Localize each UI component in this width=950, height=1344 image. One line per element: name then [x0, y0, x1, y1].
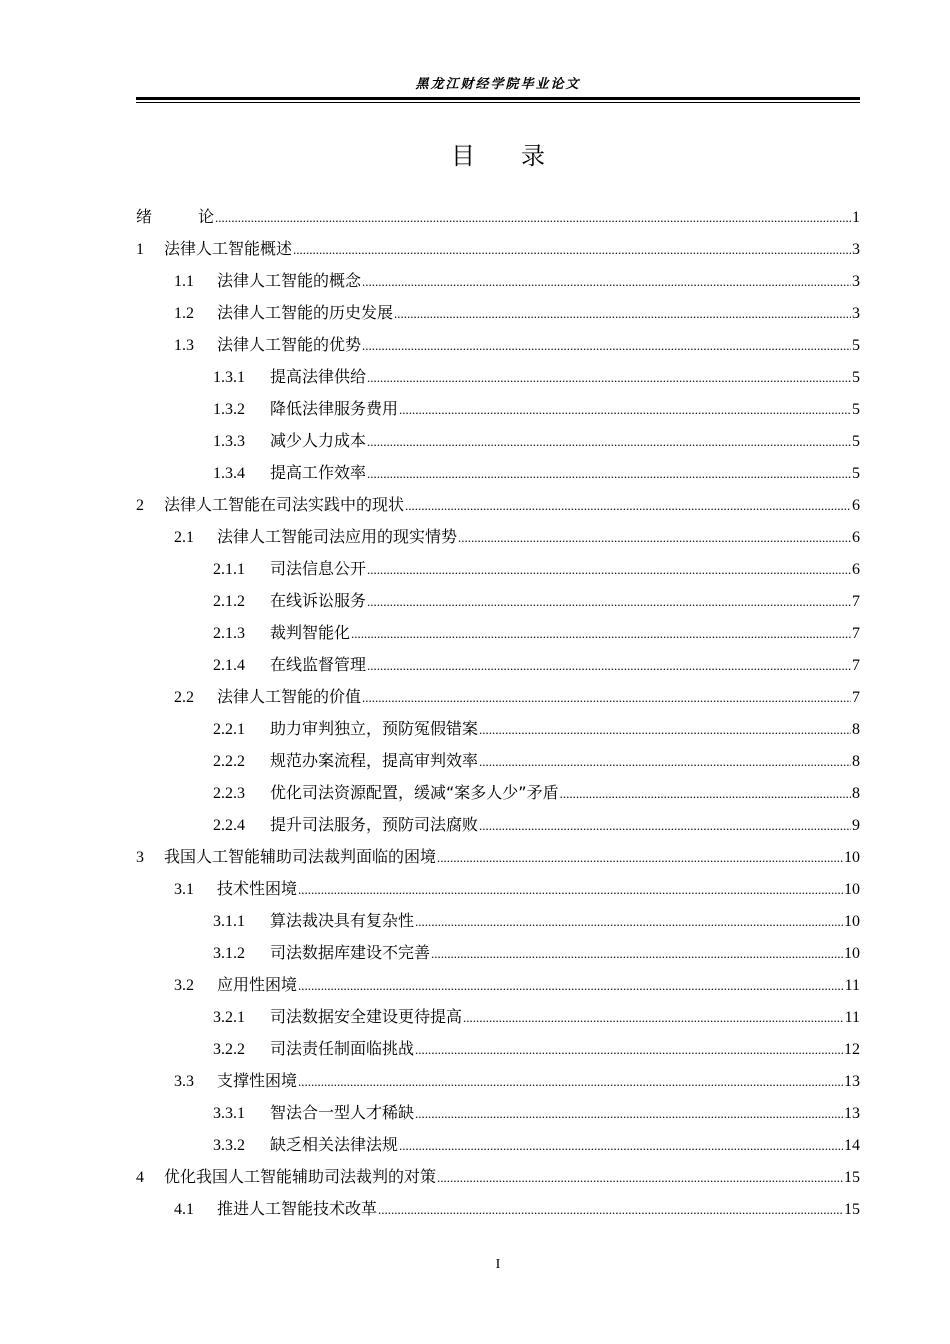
- title-char-2: 录: [521, 142, 545, 170]
- toc-entry[interactable]: [136, 713, 860, 745]
- toc-entry-page: 5: [852, 433, 860, 450]
- toc-entry[interactable]: [136, 1161, 860, 1193]
- toc-entry-page: 3: [852, 305, 860, 322]
- toc-entry-page: 7: [852, 593, 860, 610]
- toc-entry-number: 绪: [136, 207, 153, 226]
- toc-leader-dots: [362, 266, 851, 298]
- toc-entry-number: 3.3.1: [213, 1105, 245, 1122]
- toc-entry-title: 司法数据安全建设更待提高: [270, 1007, 463, 1026]
- toc-entry-title: 在线诉讼服务: [270, 591, 367, 610]
- toc-entry-page: 13: [844, 1105, 860, 1122]
- toc-entry-number: 1.2: [174, 305, 194, 322]
- toc-entry[interactable]: [136, 681, 860, 713]
- toc-entry-page: 9: [852, 817, 860, 834]
- toc-entry-number: 1.1: [174, 273, 194, 290]
- toc-entry-number: 3.1.1: [213, 913, 245, 930]
- header-rule-thin: [136, 102, 860, 103]
- toc-leader-dots: [399, 1130, 843, 1162]
- toc-entry[interactable]: [136, 905, 860, 937]
- toc-leader-dots: [298, 970, 844, 1002]
- toc-entry-page: 10: [844, 881, 860, 898]
- toc-leader-dots: [405, 490, 851, 522]
- toc-leader-dots: [415, 906, 843, 938]
- toc-entry-page: 11: [844, 977, 860, 994]
- toc-entry[interactable]: [136, 393, 860, 425]
- toc-entry[interactable]: [136, 201, 860, 233]
- toc-entry-number: 1: [136, 241, 144, 258]
- toc-entry-page: 7: [852, 689, 860, 706]
- toc-entry[interactable]: [136, 361, 860, 393]
- toc-leader-dots: [479, 746, 851, 778]
- toc-entry-number: 2.2.3: [213, 785, 245, 802]
- toc-leader-dots: [415, 1098, 843, 1130]
- toc-entry-page: 11: [844, 1009, 860, 1026]
- toc-entry-title: 司法责任制面临挑战: [270, 1039, 415, 1058]
- toc-entry-page: 13: [844, 1073, 860, 1090]
- toc-entry-title: 法律人工智能的历史发展: [217, 303, 394, 322]
- toc-entry-title: 支撑性困境: [217, 1071, 298, 1090]
- toc-entry-title: 裁判智能化: [270, 623, 351, 642]
- header-rule-thick: [136, 97, 860, 100]
- toc-entry[interactable]: [136, 1193, 860, 1225]
- toc-entry-number: 2.2.1: [213, 721, 245, 738]
- toc-leader-dots: [367, 458, 851, 490]
- toc-entry-page: 15: [844, 1201, 860, 1218]
- toc-entry[interactable]: [136, 457, 860, 489]
- toc-entry-number: 3.1: [174, 881, 194, 898]
- toc-entry-title: 优化司法资源配置，缓减“案多人少”矛盾: [270, 783, 559, 802]
- toc-leader-dots: [479, 714, 851, 746]
- toc-entry-title: 论: [198, 207, 215, 226]
- toc-entry-page: 10: [844, 849, 860, 866]
- toc-leader-dots: [298, 1066, 843, 1098]
- toc-entry[interactable]: [136, 649, 860, 681]
- toc-entry-number: 3: [136, 849, 144, 866]
- toc-entry-page: 6: [852, 497, 860, 514]
- toc-entry-page: 3: [852, 273, 860, 290]
- toc-leader-dots: [362, 682, 851, 714]
- toc-entry-page: 8: [852, 721, 860, 738]
- page-number: I: [495, 1257, 501, 1272]
- toc-entry-page: 7: [852, 657, 860, 674]
- toc-entry-page: 8: [852, 753, 860, 770]
- toc-entry-number: 1.3.1: [213, 369, 245, 386]
- toc-entry-page: 12: [844, 1041, 860, 1058]
- toc-entry-title: 在线监督管理: [270, 655, 367, 674]
- toc-entry-title: 提高法律供给: [270, 367, 367, 386]
- toc-entry-title: 法律人工智能司法应用的现实情势: [217, 527, 458, 546]
- toc-entry[interactable]: [136, 1129, 860, 1161]
- toc-entry-title: 法律人工智能在司法实践中的现状: [164, 495, 405, 514]
- toc-entry-number: 2.1.4: [213, 657, 245, 674]
- toc-entry[interactable]: [136, 841, 860, 873]
- toc-leader-dots: [351, 618, 851, 650]
- toc-entry[interactable]: [136, 489, 860, 521]
- toc-entry-number: 3.3: [174, 1073, 194, 1090]
- toc-entry-number: 1.3: [174, 337, 194, 354]
- toc-entry-page: 15: [844, 1169, 860, 1186]
- toc-entry-number: 1.3.3: [213, 433, 245, 450]
- toc-entry-number: 3.2.2: [213, 1041, 245, 1058]
- table-of-contents: [136, 201, 860, 1225]
- toc-leader-dots: [378, 1194, 843, 1226]
- toc-entry-number: 2.1.2: [213, 593, 245, 610]
- toc-entry-title: 技术性困境: [217, 879, 298, 898]
- toc-entry[interactable]: [136, 969, 860, 1001]
- toc-leader-dots: [437, 1162, 843, 1194]
- toc-leader-dots: [399, 394, 851, 426]
- toc-entry[interactable]: [136, 521, 860, 553]
- title-char-1: 目: [451, 142, 475, 170]
- toc-leader-dots: [560, 778, 851, 810]
- toc-entry[interactable]: [136, 329, 860, 361]
- toc-entry-number: 4.1: [174, 1201, 194, 1218]
- toc-entry-title: 推进人工智能技术改革: [217, 1199, 378, 1218]
- toc-entry-page: 6: [852, 561, 860, 578]
- toc-entry-title: 降低法律服务费用: [270, 399, 399, 418]
- toc-leader-dots: [367, 586, 851, 618]
- toc-leader-dots: [463, 1002, 844, 1034]
- toc-entry[interactable]: [136, 425, 860, 457]
- toc-entry-title: 法律人工智能的价值: [217, 687, 362, 706]
- toc-entry[interactable]: [136, 777, 860, 809]
- toc-entry-page: 5: [852, 369, 860, 386]
- toc-leader-dots: [362, 330, 851, 362]
- toc-entry-page: 14: [844, 1137, 860, 1154]
- toc-entry-page: 5: [852, 465, 860, 482]
- toc-leader-dots: [293, 234, 851, 266]
- toc-entry-page: 6: [852, 529, 860, 546]
- toc-entry[interactable]: [136, 265, 860, 297]
- toc-leader-dots: [215, 202, 851, 234]
- toc-entry-page: 1: [852, 209, 860, 226]
- toc-leader-dots: [367, 554, 851, 586]
- toc-entry[interactable]: [136, 617, 860, 649]
- toc-leader-dots: [367, 426, 851, 458]
- toc-entry[interactable]: [136, 297, 860, 329]
- toc-entry-title: 智法合一型人才稀缺: [270, 1103, 415, 1122]
- toc-entry[interactable]: [136, 1033, 860, 1065]
- toc-leader-dots: [367, 362, 851, 394]
- toc-entry-page: 3: [852, 241, 860, 258]
- toc-entry-number: 3.2.1: [213, 1009, 245, 1026]
- toc-entry-page: 5: [852, 337, 860, 354]
- toc-entry-title: 规范办案流程，提高审判效率: [270, 751, 479, 770]
- toc-entry[interactable]: [136, 233, 860, 265]
- toc-entry-number: 1.3.2: [213, 401, 245, 418]
- toc-entry-title: 我国人工智能辅助司法裁判面临的困境: [164, 847, 437, 866]
- toc-entry-page: 10: [844, 945, 860, 962]
- toc-entry-title: 优化我国人工智能辅助司法裁判的对策: [164, 1167, 437, 1186]
- toc-leader-dots: [431, 938, 843, 970]
- toc-entry-number: 2.2.4: [213, 817, 245, 834]
- toc-entry[interactable]: [136, 553, 860, 585]
- toc-leader-dots: [458, 522, 851, 554]
- toc-entry[interactable]: [136, 1097, 860, 1129]
- toc-entry-number: 3.3.2: [213, 1137, 245, 1154]
- toc-leader-dots: [415, 1034, 843, 1066]
- toc-entry[interactable]: [136, 745, 860, 777]
- toc-entry-number: 4: [136, 1169, 144, 1186]
- toc-leader-dots: [298, 874, 843, 906]
- page-title: [136, 140, 860, 172]
- toc-entry-title: 助力审判独立，预防冤假错案: [270, 719, 479, 738]
- toc-entry-number: 2.1: [174, 529, 194, 546]
- toc-entry-title: 法律人工智能概述: [164, 239, 293, 258]
- toc-entry-title: 应用性困境: [217, 975, 298, 994]
- toc-entry-title: 缺乏相关法律法规: [270, 1135, 399, 1154]
- toc-leader-dots: [437, 842, 843, 874]
- toc-entry-title: 司法信息公开: [270, 559, 367, 578]
- toc-entry-number: 2.1.3: [213, 625, 245, 642]
- toc-entry-page: 5: [852, 401, 860, 418]
- toc-leader-dots: [394, 298, 851, 330]
- toc-entry-title: 法律人工智能的概念: [217, 271, 362, 290]
- toc-entry-title: 司法数据库建设不完善: [270, 943, 431, 962]
- toc-entry[interactable]: [136, 1001, 860, 1033]
- toc-entry-number: 1.3.4: [213, 465, 245, 482]
- toc-entry-number: 3.2: [174, 977, 194, 994]
- toc-entry[interactable]: [136, 809, 860, 841]
- toc-leader-dots: [367, 650, 851, 682]
- toc-entry-number: 3.1.2: [213, 945, 245, 962]
- running-header: 黑龙江财经学院毕业论文: [415, 77, 581, 92]
- toc-entry-number: 2.1.1: [213, 561, 245, 578]
- toc-entry[interactable]: [136, 585, 860, 617]
- toc-entry-page: 7: [852, 625, 860, 642]
- toc-entry-title: 提高工作效率: [270, 463, 367, 482]
- toc-entry[interactable]: [136, 873, 860, 905]
- toc-leader-dots: [479, 810, 851, 842]
- toc-entry-title: 法律人工智能的优势: [217, 335, 362, 354]
- toc-entry-title: 减少人力成本: [270, 431, 367, 450]
- toc-entry-number: 2.2.2: [213, 753, 245, 770]
- toc-entry-number: 2: [136, 497, 144, 514]
- toc-entry[interactable]: [136, 1065, 860, 1097]
- toc-entry-page: 10: [844, 913, 860, 930]
- toc-entry-number: 2.2: [174, 689, 194, 706]
- toc-entry-page: 8: [852, 785, 860, 802]
- toc-entry-title: 算法裁决具有复杂性: [270, 911, 415, 930]
- toc-entry-title: 提升司法服务，预防司法腐败: [270, 815, 479, 834]
- toc-entry[interactable]: [136, 937, 860, 969]
